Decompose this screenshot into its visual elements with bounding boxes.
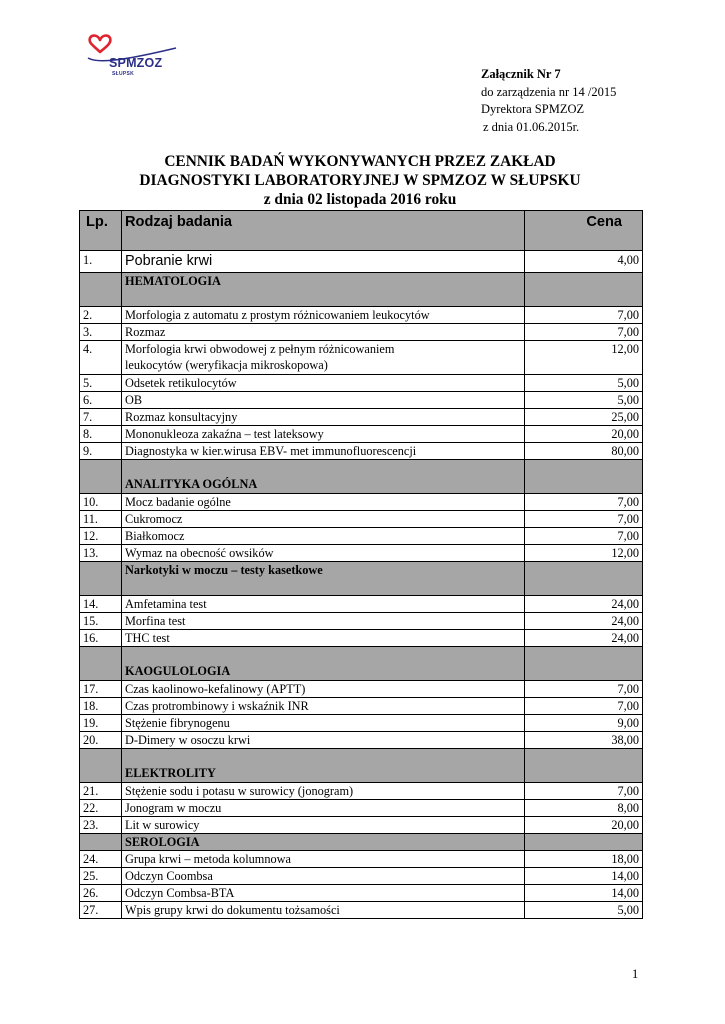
row-price: 12,00 <box>525 545 643 562</box>
table-row <box>80 494 643 511</box>
row-name: Stężenie sodu i potasu w surowicy (jonogram) <box>122 783 525 800</box>
row-price: 24,00 <box>525 596 643 613</box>
row-price: 24,00 <box>525 630 643 647</box>
row-lp: 18. <box>80 698 122 715</box>
row-name: Lit w surowicy <box>122 817 525 834</box>
logo-text: SPMZOZ <box>109 56 163 70</box>
section-analityka <box>80 460 643 494</box>
table-row <box>80 681 643 698</box>
page-number: 1 <box>632 967 639 981</box>
header-price: Cena <box>525 211 643 251</box>
row-price: 9,00 <box>525 715 643 732</box>
row-lp: 3. <box>80 324 122 341</box>
logo-subtext: SŁUPSK <box>112 71 135 77</box>
row-lp: 8. <box>80 426 122 443</box>
row-name: Mocz badanie ogólne <box>122 494 525 511</box>
row-price: 25,00 <box>525 409 643 426</box>
table-row <box>80 426 643 443</box>
table-row <box>80 511 643 528</box>
row-name: Morfina test <box>122 613 525 630</box>
row-lp: 20. <box>80 732 122 749</box>
section-elektrolity <box>80 749 643 783</box>
row-name: THC test <box>122 630 525 647</box>
row-lp: 16. <box>80 630 122 647</box>
row-lp: 12. <box>80 528 122 545</box>
section-title: SEROLOGIA <box>122 834 525 851</box>
header-lp: Lp. <box>80 211 122 251</box>
row-name: Grupa krwi – metoda kolumnowa <box>122 851 525 868</box>
table-row <box>80 409 643 426</box>
table-row <box>80 341 643 375</box>
row-price: 18,00 <box>525 851 643 868</box>
row-name: Wymaz na obecność owsików <box>122 545 525 562</box>
row-name: Morfologia z automatu z prostym różnicowaniem leukocytów <box>122 307 525 324</box>
price-table <box>79 210 643 919</box>
row-name: Białkomocz <box>122 528 525 545</box>
table-row <box>80 392 643 409</box>
row-price: 5,00 <box>525 392 643 409</box>
row-lp: 27. <box>80 902 122 919</box>
row-lp: 19. <box>80 715 122 732</box>
row-lp: 22. <box>80 800 122 817</box>
table-row <box>80 613 643 630</box>
table-row <box>80 528 643 545</box>
title-line-1: CENNIK BADAŃ WYKONYWANYCH PRZEZ ZAKŁAD <box>164 153 556 170</box>
table-row <box>80 698 643 715</box>
section-narkotyki <box>80 562 643 596</box>
section-hematologia <box>80 273 643 307</box>
row-price: 24,00 <box>525 613 643 630</box>
table-row <box>80 817 643 834</box>
row-name: Wpis grupy krwi do dokumentu tożsamości <box>122 902 525 919</box>
row-lp: 2. <box>80 307 122 324</box>
row-lp: 13. <box>80 545 122 562</box>
row-name: Pobranie krwi <box>122 251 525 273</box>
title-line-3: z dnia 02 listopada 2016 roku <box>263 191 457 208</box>
section-title: Narkotyki w moczu – testy kasetkowe <box>122 562 525 596</box>
row-price: 80,00 <box>525 443 643 460</box>
row-price: 7,00 <box>525 528 643 545</box>
row-name-line-2: leukocytów (weryfikacja mikroskopowa) <box>125 358 328 372</box>
row-lp: 15. <box>80 613 122 630</box>
table-row <box>80 251 643 273</box>
section-title: HEMATOLOGIA <box>122 273 525 307</box>
row-price: 14,00 <box>525 885 643 902</box>
row-lp: 7. <box>80 409 122 426</box>
row-price: 7,00 <box>525 511 643 528</box>
row-name <box>122 341 525 375</box>
table-row <box>80 885 643 902</box>
title-line-2: DIAGNOSTYKI LABORATORYJNEJ W SPMZOZ W SŁUPSKU <box>139 172 581 189</box>
row-price: 4,00 <box>525 251 643 273</box>
row-lp: 25. <box>80 868 122 885</box>
document-title <box>60 152 660 209</box>
row-name: Amfetamina test <box>122 596 525 613</box>
table-row <box>80 732 643 749</box>
row-price: 8,00 <box>525 800 643 817</box>
row-name: OB <box>122 392 525 409</box>
table-row <box>80 868 643 885</box>
section-title: KAOGULOLOGIA <box>122 647 525 681</box>
table-row <box>80 783 643 800</box>
row-name: Rozmaz konsultacyjny <box>122 409 525 426</box>
row-name: Diagnostyka w kier.wirusa EBV- met immunofluorescencji <box>122 443 525 460</box>
section-title: ANALITYKA OGÓLNA <box>122 460 525 494</box>
row-lp: 24. <box>80 851 122 868</box>
row-name-line-1: Morfologia krwi obwodowej z pełnym różnicowaniem <box>125 342 395 356</box>
table-row <box>80 800 643 817</box>
row-price: 7,00 <box>525 494 643 511</box>
row-lp: 1. <box>80 251 122 273</box>
row-name: Czas protrombinowy i wskaźnik INR <box>122 698 525 715</box>
row-price: 14,00 <box>525 868 643 885</box>
table-row <box>80 851 643 868</box>
row-price: 7,00 <box>525 324 643 341</box>
annex-date: z dnia 01.06.2015r. <box>483 119 580 134</box>
row-name: Odczyn Coombsa <box>122 868 525 885</box>
row-name: Odczyn Combsa-BTA <box>122 885 525 902</box>
row-name: Mononukleoza zakaźna – test lateksowy <box>122 426 525 443</box>
row-lp: 5. <box>80 375 122 392</box>
row-name: Stężenie fibrynogenu <box>122 715 525 732</box>
row-price: 7,00 <box>525 307 643 324</box>
table-row <box>80 715 643 732</box>
row-price: 7,00 <box>525 783 643 800</box>
table-row <box>80 630 643 647</box>
row-lp: 4. <box>80 341 122 375</box>
row-price: 12,00 <box>525 341 643 375</box>
row-lp: 9. <box>80 443 122 460</box>
row-lp: 11. <box>80 511 122 528</box>
row-name: D-Dimery w osoczu krwi <box>122 732 525 749</box>
header-name: Rodzaj badania <box>122 211 525 251</box>
row-lp: 26. <box>80 885 122 902</box>
table-row <box>80 375 643 392</box>
row-name: Odsetek retikulocytów <box>122 375 525 392</box>
row-name: Czas kaolinowo-kefalinowy (APTT) <box>122 681 525 698</box>
row-lp: 14. <box>80 596 122 613</box>
table-row <box>80 902 643 919</box>
table-row <box>80 545 643 562</box>
row-price: 20,00 <box>525 426 643 443</box>
annex-director: Dyrektora SPMZOZ <box>481 102 585 116</box>
row-price: 7,00 <box>525 698 643 715</box>
table-row <box>80 443 643 460</box>
row-price: 7,00 <box>525 681 643 698</box>
section-title: ELEKTROLITY <box>122 749 525 783</box>
section-serologia <box>80 834 643 851</box>
row-lp: 21. <box>80 783 122 800</box>
row-price: 38,00 <box>525 732 643 749</box>
row-lp: 17. <box>80 681 122 698</box>
row-lp: 23. <box>80 817 122 834</box>
annex-header <box>481 66 616 136</box>
row-price: 20,00 <box>525 817 643 834</box>
row-lp: 10. <box>80 494 122 511</box>
annex-number: Załącznik Nr 7 <box>481 67 561 81</box>
table-header-row <box>80 211 643 251</box>
spmzoz-logo <box>86 34 178 84</box>
row-name: Cukromocz <box>122 511 525 528</box>
row-price: 5,00 <box>525 375 643 392</box>
row-name: Jonogram w moczu <box>122 800 525 817</box>
section-koagulologia <box>80 647 643 681</box>
annex-order: do zarządzenia nr 14 /2015 <box>481 84 617 99</box>
table-row <box>80 307 643 324</box>
row-price: 5,00 <box>525 902 643 919</box>
table-row <box>80 596 643 613</box>
table-row <box>80 324 643 341</box>
row-lp: 6. <box>80 392 122 409</box>
row-name: Rozmaz <box>122 324 525 341</box>
